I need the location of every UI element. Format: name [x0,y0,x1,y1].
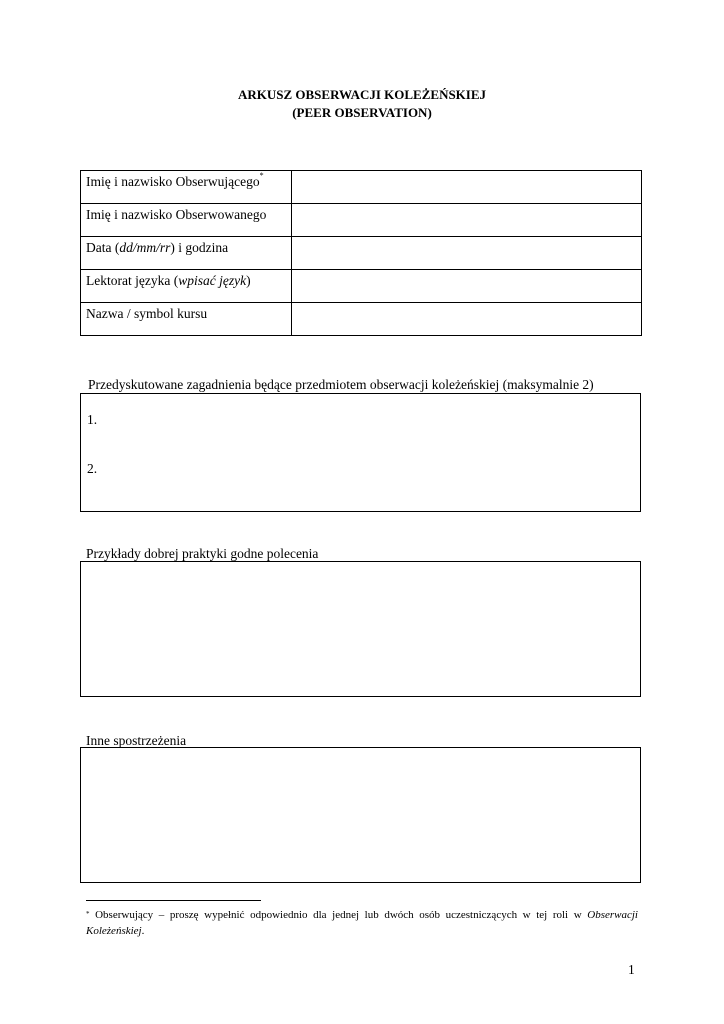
list-item: 1. [87,412,98,427]
footnote: * Obserwujący – proszę wypełnić odpowiednio dla jednej lub dwóch osób uczestniczących w tej roli w Obserwacji Koleżeńskiej. [86,909,638,937]
footnote-mark: * [86,910,90,918]
good-practice-box[interactable] [80,561,641,697]
other-observations-label: Inne spostrzeżenia [86,733,187,748]
language-course-label: Lektorat języka (wpisać język) [81,270,292,303]
course-symbol-label: Nazwa / symbol kursu [81,303,292,336]
form-title: ARKUSZ OBSERWACJI KOLEŻEŃSKIEJ [237,87,487,102]
info-table [80,170,642,336]
date-time-field[interactable] [292,237,642,270]
discussed-issues-label: Przedyskutowane zagadnienia będące przedmiotem obserwacji koleżeńskiej (maksymalnie 2) [88,377,594,392]
table-row [81,171,642,204]
discussed-issues-box[interactable] [80,393,641,512]
table-row [81,303,642,336]
form-subtitle: (PEER OBSERVATION) [292,105,432,120]
language-course-field[interactable] [292,270,642,303]
date-time-label: Data (dd/mm/rr) i godzina [81,237,292,270]
table-row [81,237,642,270]
observed-name-field[interactable] [292,204,642,237]
footnote-mark: * [259,171,264,180]
observer-name-label: Imię i nazwisko Obserwującego* [81,171,292,204]
course-symbol-field[interactable] [292,303,642,336]
page-number: 1 [628,962,635,977]
good-practice-label: Przykłady dobrej praktyki godne polecenia [86,546,319,561]
other-observations-box[interactable] [80,747,641,883]
observer-name-field[interactable] [292,171,642,204]
list-item: 2. [87,461,98,476]
footnote-divider [86,900,261,901]
table-row [81,270,642,303]
observed-name-label: Imię i nazwisko Obserwowanego [81,204,292,237]
table-row [81,204,642,237]
